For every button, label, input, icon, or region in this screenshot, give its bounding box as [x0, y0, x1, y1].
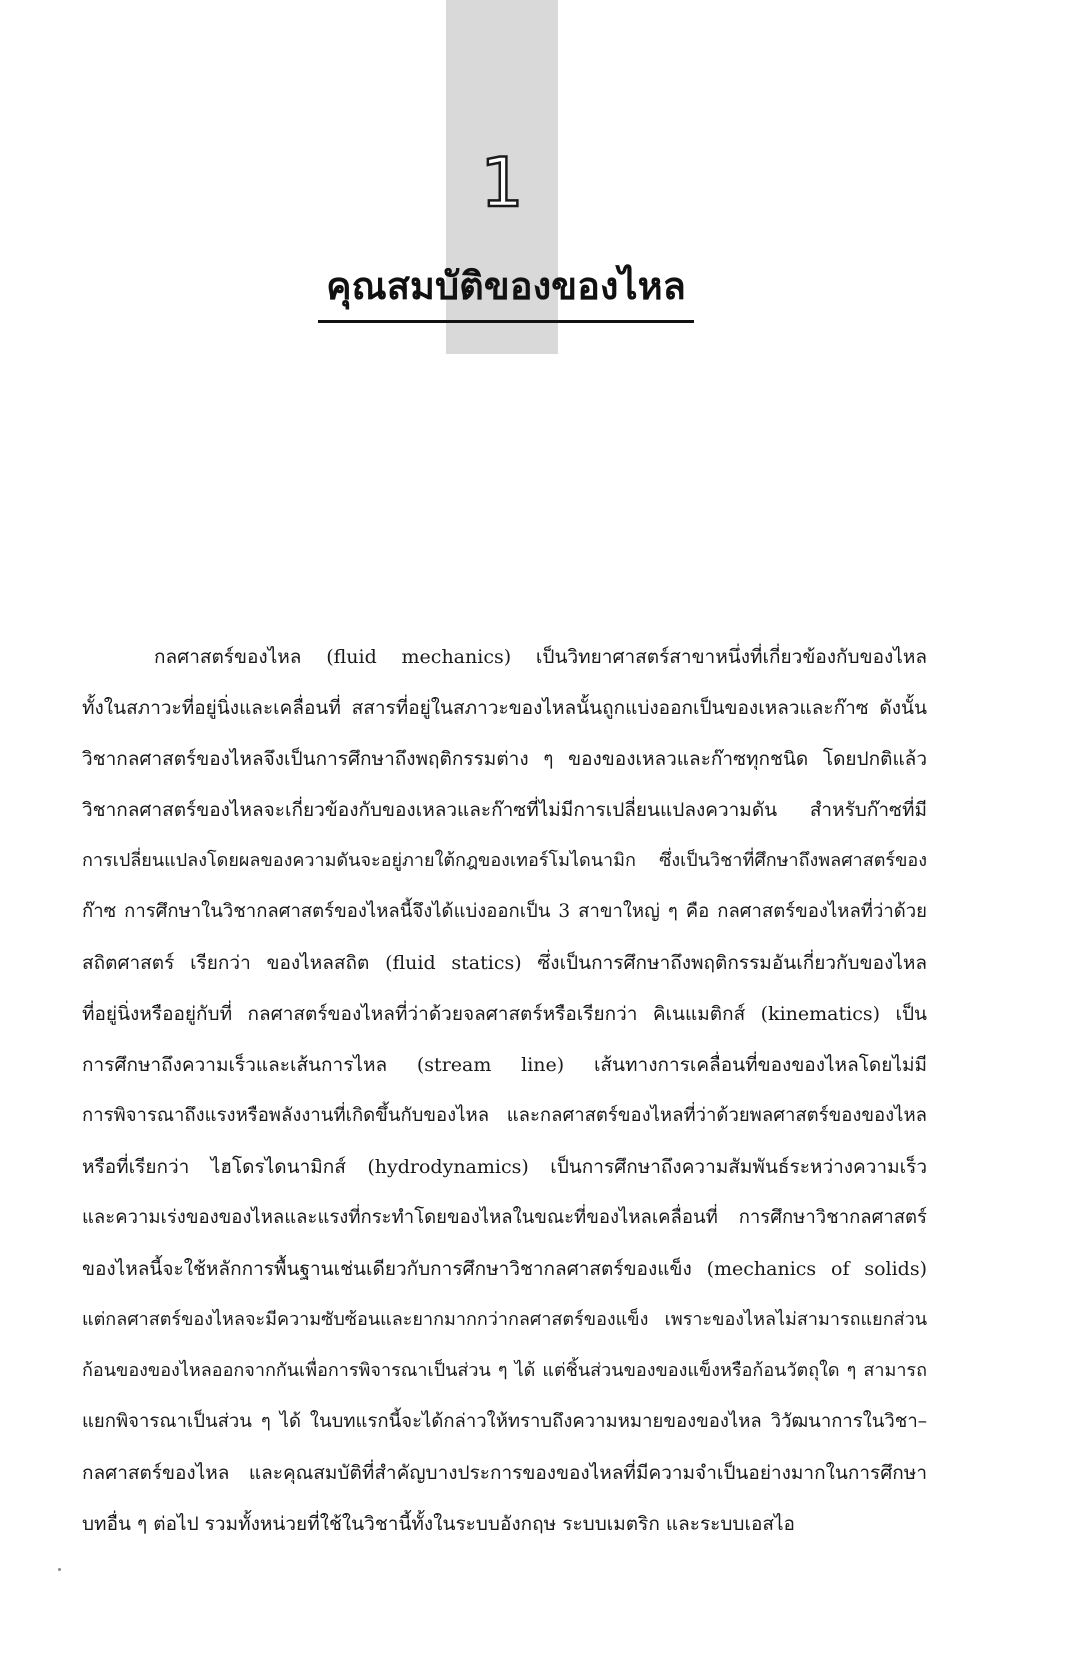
body-line: วิชากลศาสตร์ของไหลจึงเป็นการศึกษาถึงพฤติกรรมต่าง ๆ ของของเหลวและก๊าซทุกชนิด โดยปกติแล้ว: [82, 748, 927, 770]
body-line: แต่กลศาสตร์ของไหลจะมีความซับซ้อนและยากมากกว่ากลศาสตร์ของแข็ง เพราะของไหลไม่สามารถแยกส่วน: [82, 1309, 927, 1330]
body-line: กลศาสตร์ของไหล (fluid mechanics) เป็นวิทยาศาสตร์สาขาหนึ่งที่เกี่ยวข้องกับของไหล: [154, 646, 927, 668]
body-line: ของไหลนี้จะใช้หลักการพื้นฐานเช่นเดียวกับการศึกษาวิชากลศาสตร์ของแข็ง (mechanics of solids): [82, 1258, 927, 1280]
body-paragraph: [82, 637, 927, 1555]
body-line: ก้อนของของไหลออกจากกันเพื่อการพิจารณาเป็นส่วน ๆ ได้ แต่ชิ้นส่วนของของแข็งหรือก้อนวัตถุใด ๆ สามารถ: [82, 1360, 927, 1381]
body-line: การเปลี่ยนแปลงโดยผลของความดันจะอยู่ภายใต้กฎของเทอร์โมไดนามิก ซึ่งเป็นวิชาที่ศึกษาถึงพลศาสตร์ของ: [82, 850, 927, 871]
body-line: ก๊าซ การศึกษาในวิชากลศาสตร์ของไหลนี้จึงได้แบ่งออกเป็น 3 สาขาใหญ่ ๆ คือ กลศาสตร์ของไหลที่ว่าด้วย: [82, 901, 927, 922]
body-line: แยกพิจารณาเป็นส่วน ๆ ได้ ในบทแรกนี้จะได้กล่าวให้ทราบถึงความหมายของของไหล วิวัฒนาการในวิชา–: [82, 1411, 927, 1432]
scan-speck: [58, 1568, 61, 1571]
body-line: การศึกษาถึงความเร็วและเส้นการไหล (stream line) เส้นทางการเคลื่อนที่ของของไหลโดยไม่มี: [82, 1054, 927, 1076]
chapter-number: 1: [480, 144, 524, 223]
body-line: บทอื่น ๆ ต่อไป รวมทั้งหน่วยที่ใช้ในวิชานี้ทั้งในระบบอังกฤษ ระบบเมตริก และระบบเอสไอ: [82, 1513, 795, 1535]
body-line: หรือที่เรียกว่า ไฮโดรไดนามิกส์ (hydrodynamics) เป็นการศึกษาถึงความสัมพันธ์ระหว่างความเร็ว: [82, 1156, 927, 1178]
body-line: การพิจารณาถึงแรงหรือพลังงานที่เกิดขึ้นกับของไหล และกลศาสตร์ของไหลที่ว่าด้วยพลศาสตร์ของของไหล: [82, 1105, 927, 1126]
body-line: และความเร่งของของไหลและแรงที่กระทำโดยของไหลในขณะที่ของไหลเคลื่อนที่ การศึกษาวิชากลศาสตร์: [82, 1207, 927, 1228]
body-line: สถิตศาสตร์ เรียกว่า ของไหลสถิต (fluid statics) ซึ่งเป็นการศึกษาถึงพฤติกรรมอันเกี่ยวกับของไหล: [82, 952, 927, 974]
chapter-title-underline: [318, 320, 694, 323]
body-line: ทั้งในสภาวะที่อยู่นิ่งและเคลื่อนที่ สสารที่อยู่ในสภาวะของไหลนั้นถูกแบ่งออกเป็นของเหลวและก๊าซ ดังนั้น: [82, 697, 927, 719]
chapter-title: คุณสมบัติของของไหล: [326, 264, 686, 308]
body-line: วิชากลศาสตร์ของไหลจะเกี่ยวข้องกับของเหลวและก๊าซที่ไม่มีการเปลี่ยนแปลงความดัน สำหรับก๊าซที่มี: [82, 799, 927, 821]
body-line: ที่อยู่นิ่งหรืออยู่กับที่ กลศาสตร์ของไหลที่ว่าด้วยจลศาสตร์หรือเรียกว่า คิเนแมติกส์ (kinematics) เป็น: [82, 1003, 927, 1025]
body-line: กลศาสตร์ของไหล และคุณสมบัติที่สำคัญบางประการของของไหลที่มีความจำเป็นอย่างมากในการศึกษา: [82, 1462, 927, 1484]
